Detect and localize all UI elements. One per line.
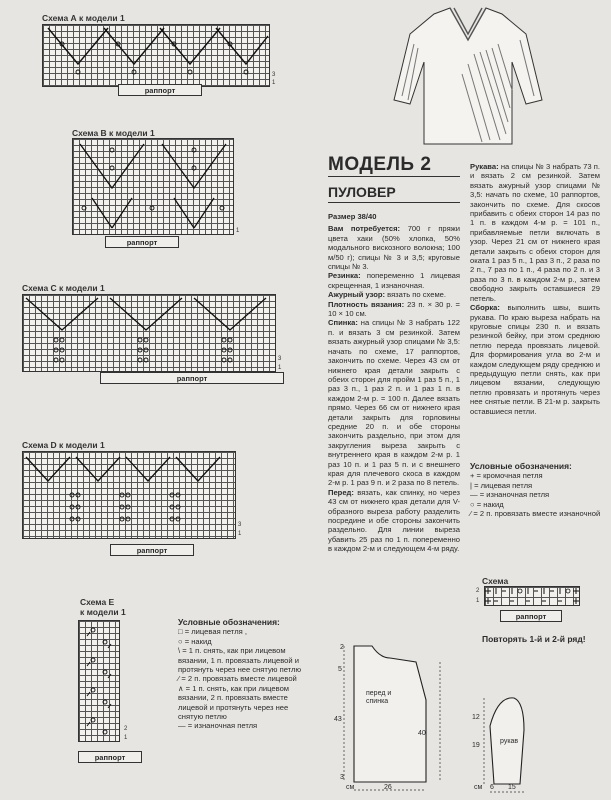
model-title: МОДЕЛЬ 2 <box>328 154 432 175</box>
title-rule <box>328 176 460 177</box>
legend-1 <box>178 618 308 731</box>
scheme-d-row-1: 1 <box>238 531 242 537</box>
para-lace: Ажурный узор: вязать по схеме. <box>328 290 446 300</box>
dim-40: 40 <box>418 730 426 737</box>
scheme-e-row-2: 2 <box>124 726 128 732</box>
scheme-e-motif <box>78 620 120 742</box>
scheme-a-row-3: 3 <box>272 72 276 78</box>
front-back-label: перед и спинка <box>366 690 392 705</box>
para-assembly: Сборка: выполнить швы, вшить рукава. По краю выреза набрать на круговые спицы 230 п. и вязать резинкой бейку, при этом среднюю петлю переда провязать лицевой. Для формирования угла во 2-м и каждом следующем ряду среднюю и предыдущую петли снять, как при лицевом вязании, следующую петлю провязать и протянуть через нее снятые петли. В 21-м р. закрыть оставшиеся петли. <box>470 303 600 416</box>
dim-19: 19 <box>472 742 480 749</box>
unit-cm: см <box>346 784 355 791</box>
scheme-b-title: Схема В к модели 1 <box>72 128 155 138</box>
pattern-sleeve <box>476 690 556 800</box>
model-col-1 <box>328 212 460 554</box>
scheme-c-motif <box>22 294 276 372</box>
para-rib: Резинка: попеременно 1 лицевая скрещенная, 1 изнаночная. <box>328 271 460 290</box>
small-scheme-title: Схема <box>482 576 509 586</box>
legend-2-item: | = лицевая петля <box>470 480 533 490</box>
subtitle-rule <box>328 202 460 203</box>
dim-3: 3 <box>340 774 344 781</box>
small-scheme-rapport: раппорт <box>500 610 562 622</box>
legend-1-item: — = изнаночная петля <box>178 721 258 731</box>
scheme-e-title-line2: к модели 1 <box>80 607 126 617</box>
small-scheme-motif <box>484 586 580 606</box>
scheme-a-row-1: 1 <box>272 80 276 86</box>
scheme-b-rapport: раппорт <box>105 236 179 248</box>
dim-43: 43 <box>334 716 342 723</box>
legend-2-item: — = изнаночная петля <box>470 490 550 500</box>
dim-5: 5 <box>338 666 342 673</box>
dim-2: 2 <box>340 644 344 651</box>
legend-1-item: ○ = накид <box>178 636 212 646</box>
scheme-a-rapport: раппорт <box>118 84 202 96</box>
small-scheme-row-2: 2 <box>476 588 480 594</box>
dim-26: 26 <box>384 784 392 791</box>
scheme-d-row-3: 3 <box>238 522 242 528</box>
scheme-d-motif <box>22 451 236 539</box>
scheme-e-title-line1: Схема E <box>80 597 115 607</box>
legend-1-item: ⁄ = 2 п. провязать вместе лицевой <box>178 674 297 684</box>
scheme-e-rapport: раппорт <box>78 751 142 763</box>
pattern-front-back <box>330 640 460 800</box>
sleeve-label: рукав <box>500 738 519 745</box>
legend-2-title: Условные обозначения: <box>470 461 572 471</box>
scheme-c-row-3: 3 <box>278 356 282 362</box>
legend-1-title: Условные обозначения: <box>178 617 280 627</box>
dim-15: 15 <box>508 784 516 791</box>
dim-6: 6 <box>490 784 494 791</box>
legend-1-item: ∧ = 1 п. снять, как при лицевом вязании, 2 п. провязать вместе лицевой и протянуть через нее снятую петлю <box>178 683 290 722</box>
scheme-c-row-1: 1 <box>278 365 282 371</box>
sweater-illustration <box>388 4 548 154</box>
scheme-d-rapport: раппорт <box>110 544 194 556</box>
para-front: Перед: вязать, как спинку, но через 43 см от нижнего края детали для V-образного выреза работу разделить посредине и обе стороны закончить раздельно. Для линии выреза убавить 25 раз по 1 п. попеременно в каждом 2-м и следующем 4-м ряду. <box>328 487 460 554</box>
scheme-d-title: Схема D к модели 1 <box>22 440 105 450</box>
model-col-2 <box>470 162 600 416</box>
para-gauge: Плотность вязания: 23 п. × 30 р. = 10 × 10 см. <box>328 299 460 319</box>
scheme-e-row-1: 1 <box>124 735 128 741</box>
legend-1-item: \ = 1 п. снять, как при лицевом вязании, 1 п. провязать лицевой и протянуть через нее снятую петлю <box>178 646 302 675</box>
scheme-c-rapport: раппорт <box>100 372 284 384</box>
legend-2 <box>470 462 602 518</box>
legend-2-item: ○ = накид <box>470 499 504 509</box>
unit-cm-sleeve: см <box>474 784 483 791</box>
dim-12: 12 <box>472 714 480 721</box>
legend-2-item: ⁄ = 2 п. провязать вместе изнаночной <box>470 509 601 519</box>
legend-2-item: + = кромочная петля <box>470 471 543 481</box>
small-scheme-row-1: 1 <box>476 598 480 604</box>
para-materials: Вам потребуется: 700 г пряжи цвета хаки (50% хлопка, 50% модального вискозного волокна; 100 м/50 г); спицы № 3 и 3,5; круговые спицы № 3. <box>328 224 460 272</box>
scheme-b-row-1: 1 <box>236 228 240 234</box>
para-sleeves: Рукава: на спицы № 3 набрать 73 п. и вязать 2 см резинкой. Затем вязать ажурный узор спицами № 3,5: начать по схеме, 10 раппортов, закончить по схеме. Для скосов прибавить с обеих сторон 14 раз по 1 п. в каждом 4-м р. = 101 п., прибавляемые петли включать в узор. Через 21 см от нижнего края детали закрыть с обеих сторон для оката 1 раз 5 п., 1 раз 3 п., 2 раза по 2 п., 7 раз по 1 п., 4 раза по 2 п. и 3 раза по 3 п. в каждом 2-м р., затем свободно закрыть оставшиеся 29 петель. <box>470 162 600 303</box>
scheme-b-motif <box>72 138 234 235</box>
scheme-a-title: Схема А к модели 1 <box>42 13 125 23</box>
legend-1-item: □ = лицевая петля , <box>178 627 247 637</box>
para-back: Спинка: на спицы № 3 набрать 122 п. и вязать 3 см резинкой. Затем вязать ажурный узор спицами № 3,5: начать по схеме, 17 раппортов, закончить по схеме. Через 43 см от нижнего края детали закрыть с обеих сторон для пройм 1 раз 5 п., 1 раз 3 п., 1 раз 2 п. и 1 раз 1 п. в каждом 2-м р. = 100 п. Далее вязать прямо. Через 66 см от нижнего края детали закрыть для горловины средние 20 п. и обе стороны закончить раздельно, при этом для закругления выреза закрыть с внутреннего края в каждом 2-м р. 1 раз 10 п. и 1 раз 5 п. и с внешнего края для плечевого скоса в каждом 2-м р. 1 раз 9 п. и 2 раза по 8 петель. <box>328 318 460 488</box>
scheme-a-motif <box>42 24 270 87</box>
scheme-c-title: Схема С к модели 1 <box>22 283 105 293</box>
repeat-note: Повторять 1-й и 2-й ряд! <box>482 634 586 644</box>
model-subtitle: ПУЛОВЕР <box>328 184 396 200</box>
size: Размер 38/40 <box>328 212 377 221</box>
